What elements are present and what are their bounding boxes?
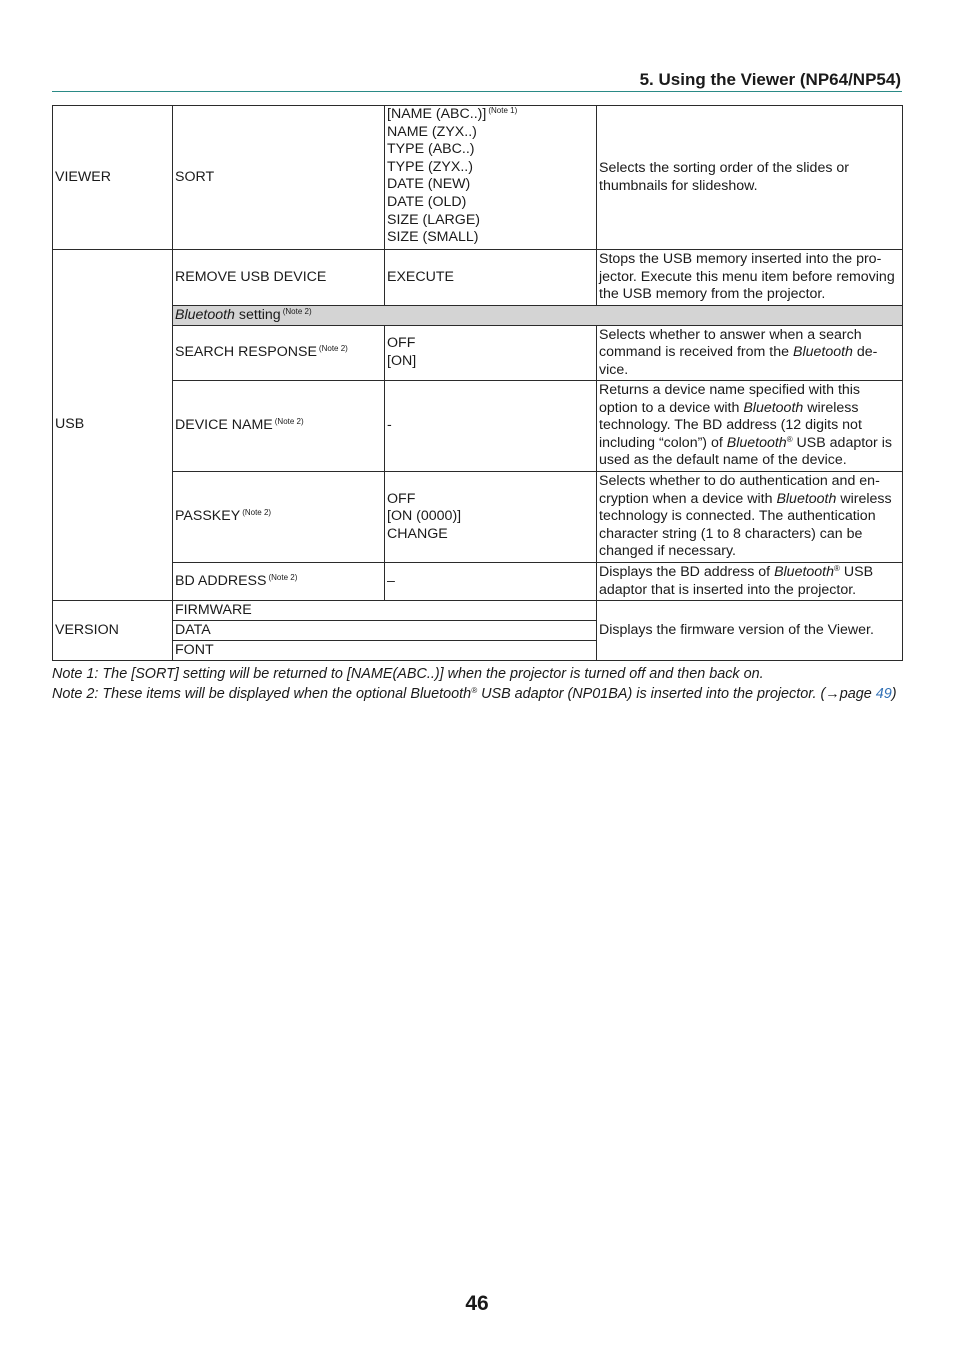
sort-options (387, 106, 594, 247)
page-link[interactable]: 49 (875, 686, 892, 702)
options-cell (385, 326, 597, 381)
options-cell: – (385, 563, 597, 601)
brand-text: Bluetooth (175, 306, 235, 323)
category-cell: VERSION (53, 601, 173, 661)
note-ref: (Note 2) (282, 306, 312, 316)
note-ref: (Note 1) (488, 106, 518, 115)
item-cell: FIRMWARE (173, 601, 597, 621)
description-cell: Displays the firmware version of the Viewer. (597, 601, 903, 661)
item-cell: DEVICE NAME $^{(Note 2)}$ (173, 381, 385, 472)
option-line: TYPE (ABC..) (387, 141, 475, 158)
item-cell: PASSKEY $^{(Note 2)}$ (173, 472, 385, 563)
category-cell: VIEWER (53, 106, 173, 250)
item-cell: DATA (173, 621, 597, 641)
option-line: DATE (NEW) (387, 176, 471, 193)
note-ref: (Note 2) (318, 344, 348, 354)
table-row (53, 381, 903, 472)
table-row (53, 250, 903, 306)
item-cell: REMOVE USB DEVICE (173, 250, 385, 306)
description-cell: Displays the BD address of Bluetooth® USB adaptor that is inserted into the projector. (597, 563, 903, 601)
description-cell: Returns a device name specified with this option to a device with Bluetooth wireless technology. The BD address (12 digits not including “colon”) of Bluetooth® USB adaptor is used as the default name of the device. (597, 381, 903, 472)
option-line: NAME (ZYX..) (387, 123, 477, 140)
item-cell: BD ADDRESS $^{(Note 2)}$ (173, 563, 385, 601)
option-line: OFF (387, 490, 416, 507)
option-line: [ON] (387, 353, 417, 369)
description-cell: Stops the USB memory inserted into the projector. Execute this menu item before removing the USB memory from the projector. (597, 250, 903, 306)
note-ref: (Note 2) (242, 508, 272, 518)
table-row (53, 326, 903, 381)
option-line: DATE (OLD) (387, 193, 467, 210)
option-line: OFF (387, 335, 416, 352)
table-row (53, 563, 903, 601)
description-cell: Selects whether to answer when a search command is received from the Bluetooth device. (597, 326, 903, 381)
option-line: [NAME (ABC..)] $^{(Note 1)}$ (387, 106, 518, 122)
option-line: CHANGE (387, 525, 448, 542)
note-ref: (Note 2) (268, 572, 298, 582)
item-cell: SORT (173, 106, 385, 250)
option-line: SIZE (LARGE) (387, 211, 481, 228)
options-cell (385, 106, 597, 250)
option-line: [ON (0000)] (387, 508, 462, 525)
option-line: SIZE (SMALL) (387, 229, 479, 246)
item-cell: FONT (173, 641, 597, 661)
bluetooth-setting-header (173, 306, 903, 326)
table-row (53, 472, 903, 563)
table-row (53, 106, 903, 250)
section-title: 5. Using the Viewer (NP64/NP54) (639, 70, 901, 89)
note-ref: (Note 2) (274, 417, 304, 427)
note-1: Note 1: The [SORT] setting will be returned to [NAME(ABC..)] when the projector is turned off and then back on. (52, 666, 764, 682)
viewer-menu-table (52, 105, 903, 661)
options-cell (385, 472, 597, 563)
description-cell: Selects whether to do authentication and encryption when a device with Bluetooth wireless technology is connected. The authentication character string (1 to 8 characters) can be changed if necessary. (597, 472, 903, 563)
item-cell: SEARCH RESPONSE $^{(Note 2)}$ (173, 326, 385, 381)
header-rule (52, 91, 902, 92)
options-cell: - (385, 381, 597, 472)
header-label: setting (234, 306, 281, 323)
note-2: Note 2: These items will be displayed when the optional Bluetooth® USB adaptor (NP01BA) is inserted into the projector. (→page 49) (52, 686, 897, 702)
table-row (53, 306, 903, 326)
description-cell: Selects the sorting order of the slides or thumbnails for slideshow. (597, 106, 903, 250)
option-line: TYPE (ZYX..) (387, 158, 473, 175)
search-response-options (387, 335, 594, 370)
arrow-icon: → (825, 686, 840, 702)
footnotes (52, 664, 904, 704)
table-row (53, 601, 903, 621)
passkey-options (387, 491, 594, 544)
page-number: 46 (465, 1292, 489, 1315)
options-cell: EXECUTE (385, 250, 597, 306)
category-cell: USB (53, 250, 173, 601)
